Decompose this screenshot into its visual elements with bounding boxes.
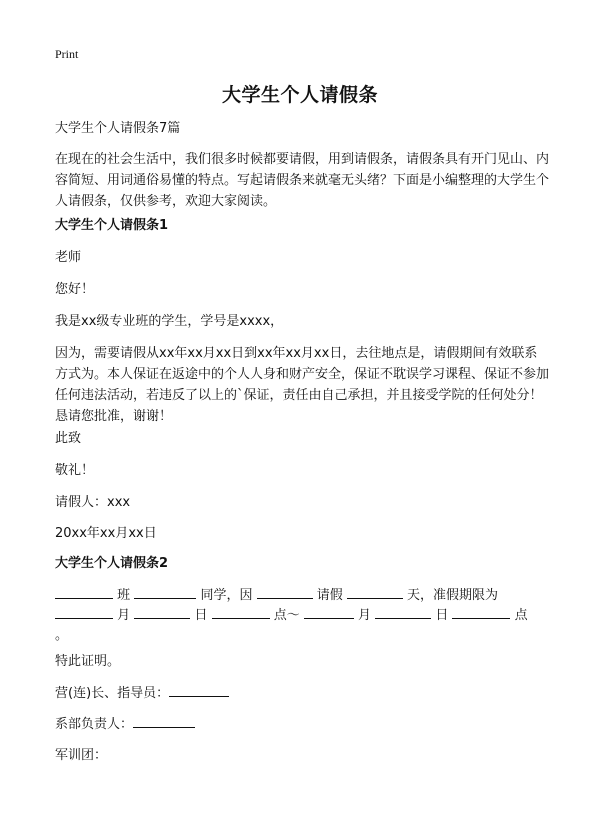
form-text: 月 bbox=[358, 608, 372, 623]
form-line-2 bbox=[55, 605, 550, 626]
signer: 请假人：xxx bbox=[55, 495, 131, 510]
greeting: 您好！ bbox=[55, 282, 95, 297]
form-text: 月 bbox=[117, 608, 131, 623]
form-text: 日 bbox=[435, 608, 449, 623]
form-text: 天，准假期限为 bbox=[407, 588, 499, 603]
closing-line-2: 敬礼！ bbox=[55, 463, 95, 478]
letter-body: 因为，需要请假从xx年xx月xx日到xx年xx月xx日，去往地点是，请假期间有效联系方式为。本人保证在返途中的个人人身和财产安全，保证不耽误学习课程、保证不参加任何违法活动，若违反了以上的`保证，责任由自己承担，并且接受学院的任何处分！恳请您批准，谢谢！ bbox=[55, 346, 550, 424]
self-intro: 我是xx级专业班的学生，学号是xxxx， bbox=[55, 314, 284, 329]
section-heading-1: 大学生个人请假条1 bbox=[55, 218, 169, 233]
form-line-end: 。 bbox=[55, 628, 69, 643]
form-text: 点～ bbox=[273, 608, 300, 623]
closing-line-1: 此致 bbox=[55, 431, 82, 446]
blank-field bbox=[304, 605, 354, 619]
form-text: 班 bbox=[117, 588, 131, 603]
form-text: 请假 bbox=[316, 588, 343, 603]
signature-label: 营(连)长、指导员： bbox=[55, 686, 170, 701]
print-label[interactable]: Print bbox=[55, 47, 79, 61]
blank-field bbox=[257, 585, 313, 599]
form-text: 日 bbox=[194, 608, 208, 623]
signature-label: 系部负责人： bbox=[55, 717, 134, 732]
form-line-1 bbox=[55, 585, 550, 606]
signature-line-2 bbox=[55, 714, 550, 735]
letter-date: 20xx年xx月xx日 bbox=[55, 526, 157, 541]
salutation: 老师 bbox=[55, 250, 82, 265]
blank-field bbox=[212, 605, 270, 619]
page-title: 大学生个人请假条 bbox=[221, 84, 378, 106]
blank-field bbox=[55, 605, 113, 619]
blank-field bbox=[375, 605, 431, 619]
signature-line-1 bbox=[55, 683, 550, 704]
intro-paragraph: 在现在的社会生活中，我们很多时候都要请假，用到请假条，请假条具有开门见山、内容简短、用词通俗易懂的特点。写起请假条来就毫无头绪？下面是小编整理的大学生个人请假条，仅供参考，欢迎大家阅读。 bbox=[55, 152, 550, 209]
subtitle: 大学生个人请假条7篇 bbox=[55, 121, 181, 136]
blank-field bbox=[452, 605, 510, 619]
section-heading-2: 大学生个人请假条2 bbox=[55, 556, 169, 571]
blank-field bbox=[55, 585, 113, 599]
form-text: 同学，因 bbox=[200, 588, 253, 603]
form-text: 点 bbox=[514, 608, 528, 623]
signature-line-3: 军训团： bbox=[55, 748, 108, 763]
blank-field bbox=[134, 585, 196, 599]
blank-field bbox=[169, 683, 229, 697]
blank-field bbox=[347, 585, 403, 599]
blank-field bbox=[134, 605, 190, 619]
certify-line: 特此证明。 bbox=[55, 654, 121, 669]
blank-field bbox=[133, 714, 195, 728]
